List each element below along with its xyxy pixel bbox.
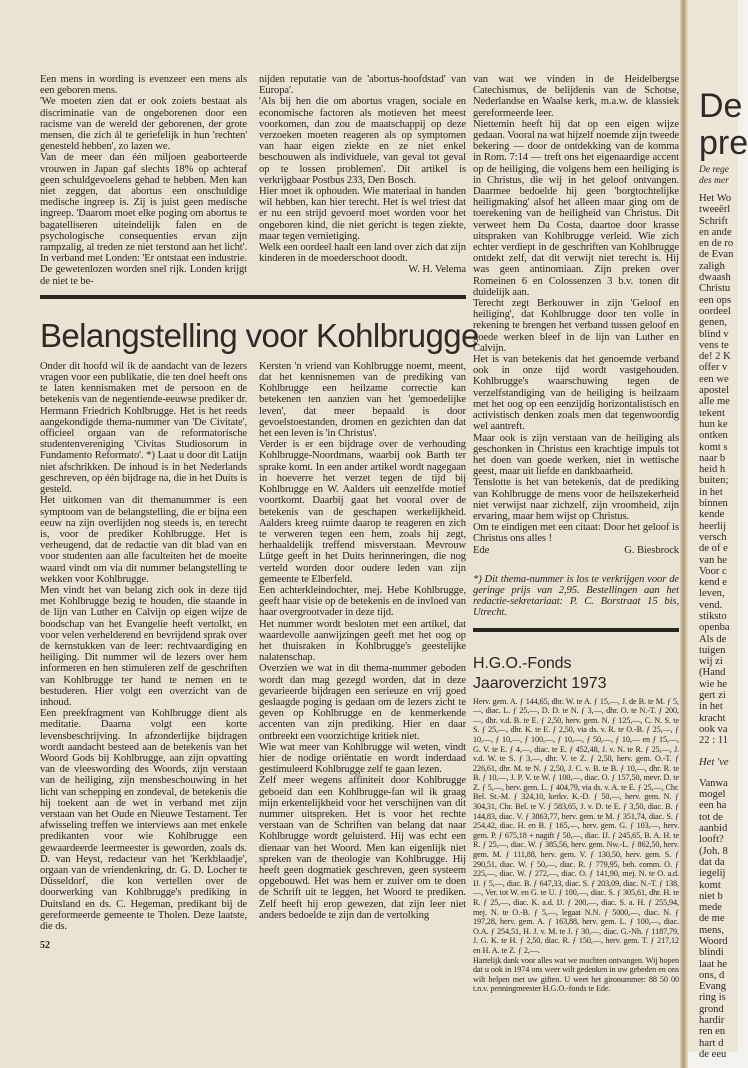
text-line: openba	[699, 622, 730, 634]
right-page-subtitle	[699, 165, 729, 187]
paragraph: Van de meer dan één miljoen geaborteerde vrouwen in Japan gaf slechts 18% op achteraf geen schuldgevoelens gehad te hebben. Men kan niet zeggen, dat abortus een onschuldige medische ingreep is. Zij is juist geen medische ingreep. 'Daarom moet elke poging om abortus te bagatelliseren uiteindelijk falen en de psychologische consequenties ervan zijn rampzalig, al treden ze niet terstond aan het licht'. In verband met Londen: 'Er ontstaat een industrie. De gewetenlozen worden snel rijk. Londen krijgt de niet te be-	[40, 152, 247, 287]
text-line: Het Wo	[699, 193, 732, 204]
text-line: Woord	[699, 936, 728, 947]
text-line: een we	[699, 373, 729, 385]
signature-velema: W. H. Velema	[408, 264, 466, 276]
text-line: zaligh	[699, 260, 725, 272]
right-title-line: pre	[699, 124, 748, 162]
text-line: looft?	[699, 834, 724, 846]
right-subtitle-line: des mer	[699, 176, 729, 186]
text-line: mens,	[699, 924, 725, 936]
text-line: alle me	[699, 396, 730, 408]
article-headline: Belangstelling voor Kohlbrugge	[40, 316, 479, 354]
text-line: heid h	[699, 464, 726, 476]
paragraph: Men vindt het van belang zich ook in deze tijd met Kohlbrugge bezig te houden, die staande in de lijn van Luther en Calvijn op eigen wijze de boodschap van het Evangelie heeft vertolkt, en voor velen verhelderend en bevrijdend sprak over de kernstukken van de leer: rechtvaardiging en heiliging. Dit nummer wil de lezers over hem informeren en hen stimuleren zelf de geschriften van Kohlbrugge ter hand te nemen en te bestuderen. Hier volgt een overzicht van de inhoud.	[40, 584, 247, 708]
text-line: en de ro	[699, 238, 734, 250]
text-line: tuigen	[699, 644, 726, 656]
text-line: versch	[699, 531, 727, 543]
text-line: Christu	[699, 283, 731, 295]
text-line: vend.	[699, 599, 723, 611]
text-line: komt s	[699, 441, 728, 453]
text-line: een ha	[699, 800, 727, 812]
text-line: van he	[699, 554, 727, 566]
text-line: de me	[699, 913, 725, 925]
text-line: kende	[699, 509, 725, 521]
hgo-subtitle: Jaaroverzicht 1973	[473, 674, 607, 692]
text-line: een ops	[699, 294, 732, 306]
article-column-2	[259, 361, 466, 932]
text-line: in het	[699, 486, 723, 498]
paragraph: 'We moeten zien dat er ook zoiets bestaat als discriminatie van de ongeborenen door een racisme van de wereld der geborenen, der grote mensen, die zich ál te geriefelijk in hun 'rechten' genesteld hebben', zo lazen we.	[40, 96, 247, 153]
text-line: apostel	[699, 385, 730, 397]
text-line: mede	[699, 902, 722, 914]
text-line: grond	[699, 1003, 724, 1015]
top-column-2	[259, 74, 466, 287]
text-line: dat da	[699, 856, 725, 868]
text-line: blind v	[699, 328, 729, 340]
right-body-part-2	[699, 778, 733, 1060]
text-line: vens te	[699, 339, 729, 351]
paragraph: Wie wat meer van Kohlbrugge wil weten, vindt hier de nodige oriëntatie en wordt inderdaad gestimuleerd Kohlbrugge zelf te gaan lezen.	[259, 741, 466, 776]
page-gutter	[680, 0, 688, 1068]
text-line: de of e	[699, 543, 728, 555]
text-line: ring is	[699, 992, 726, 1004]
text-line: aanbid	[699, 823, 728, 835]
left-article-area	[40, 74, 479, 952]
text-line: wie he	[699, 678, 727, 690]
article-column-3-text	[473, 74, 679, 545]
top-column-2-text	[259, 74, 466, 264]
text-line: ontken	[699, 430, 728, 442]
right-title-line: De	[699, 87, 743, 125]
text-line: de eeu	[699, 1048, 727, 1060]
page-number: 52	[40, 940, 50, 952]
hgo-donation-list: Herv. gem. A. ƒ 144,65, dhr. W. te A. ƒ 15,—, J. de B. te M. ƒ 5,—, diac. L. ƒ 25,—, D. D. te N. ƒ 3,—, dhr. O. te N.-T. ƒ 200,—, dhr. v.d. B. te E. ƒ 2,50, herv. gem. N. ƒ 125,—, C. N. S. te S. ƒ 25,—, dhr. K. te E. ƒ 2,50, via ds. v. R. te O.-B. ƒ 25,—, ƒ 10,—, ƒ 10,—, ƒ 100,—, ƒ 10,—, ƒ 50,—, ƒ 10,— en ƒ 15,—, G. V. te E. ƒ 4,—, diac. te E. ƒ 452,48, J. v. N. te R. ƒ 25,—, J. v.d. W. te S. ƒ 3,—, dhr. V. te Z. ƒ 2,50, herv. gem. O.-T. ƒ 226,61, dhr. M. te N. ƒ 2,50, J. C. v. B. te B. ƒ 10,—, dhr. R. te B. ƒ 10,—, J. P. V. te W. ƒ 100,—, diac. O. ƒ 157,50, mevr. D. te Z. ƒ 5,—, herv. gem. L. ƒ 404,79, via ds. v. A. te E. ƒ 25,—, Chr. Bel. St.-M. ƒ 324,10, kerkv. K.-D. ƒ 50,—, herv. gem. N. ƒ 304,31, Chr. Bel. te V. ƒ 583,65, J. v. D. te E. ƒ 3,50, diac. B. ƒ 144,83, diac. V. ƒ 3863,77, herv. gem. te M. ƒ 351,74, diac. S. ƒ 254,42, diac. H. en B. ƒ 165,—, herv. gem. G. ƒ 103,—, herv. gem. P. ƒ 675,18 + nagift ƒ 50,—, diac. IJ. ƒ 245,65, B. A. H. te R. ƒ 25,—, diac. W. ƒ 385,56, herv. gem. Nw.-L. ƒ 862,50, herv. gem. M. ƒ 111,88, herv. gem. V. ƒ 130,50, herv. gem. S. ƒ 290,51, diac. W. ƒ 50,—, diac. R. ƒ 779,95, beh. comm. O. ƒ 225,—, diac. W. ƒ 272,—, diac. O. ƒ 141,90, mej. N. te O. a.d. IJ. ƒ 5,—, diac. B. ƒ 647,33, diac. S. ƒ 203,09, diac. N.-T. ƒ 138,—, Ver. tot W. en G. te U. ƒ 100,—, diac. S. ƒ 305,61, dhr. H. te R. ƒ 25,—, diac. K. a.d. IJ. ƒ 200,—, diac. S. a. H. ƒ 255,94, mej. N. te O.-B. ƒ 5,—, legaat N.N. ƒ 5000,—, diac. N. ƒ 197,28, herv. gem. A. ƒ 163,88, herv. gem. L. ƒ 100,—, diac. O.A. ƒ 254,51, H. J. v. M. te J. ƒ 30,—, diac. G.-Nh. ƒ 1187,79, J. G. K. te H. ƒ 2,50, diac. R. ƒ 150,—, herv. gem. T. ƒ 217,12 en H. A. te Z. ƒ 2,—.	[473, 696, 679, 955]
hgo-thanks: Hartelijk dank voor alles wat we mochten ontvangen. Wij hopen dat u ook in 1974 ons weer wilt gedenken in uw gebeden en ons wilt helpen met uw giften. U weet het gironummer: 88 50 00 t.n.v. penningmeester H.G.O.-fonds te Ede.	[473, 955, 679, 994]
text-line: en ande	[699, 226, 732, 238]
paragraph: Verder is er een bijdrage over de verhouding Kohlbrugge-Noordmans, waarbij ook Barth ter sprake komt. In een ander artikel wordt nagegaan in hoeverre het verzet tegen de tijd bij Kohlbrugge en W. Aalders uit eenzelfde motief voortkomt. Daarbij gaat het vooral over de betekenis van de geschapen werkelijkheid. Aalders kreeg ruimte daarop te reageren en zich te verweren tegen een hem, zoals hij zegt, herhaaldelijk treffend misverstaan. Mevrouw Lütge geeft in het Duits herinneringen, die nog verteld worden door oudere leden van zijn gemeente te Elberfeld.	[259, 439, 466, 585]
signature-row	[473, 545, 679, 556]
text-line: ons, d	[699, 969, 725, 981]
right-page-fragment	[688, 0, 748, 1060]
text-line: hart d	[699, 1037, 724, 1049]
text-line: niet b	[699, 890, 723, 902]
text-line: Voor c	[699, 565, 727, 577]
text-line: iegelij	[699, 868, 726, 880]
text-line: heerlij	[699, 520, 727, 532]
top-column-1	[40, 74, 247, 287]
text-line: dwaash	[699, 272, 731, 284]
text-line: tot de	[699, 811, 723, 823]
paragraph: Een preekfragment van Kohlbrugge dient als meditatie. Daarna volgt een korte levensbeschrijving. In afzonderlijke bijdragen wordt aandacht besteed aan de betekenis van het Woord Gods bij Kohlbrugge, aan zijn opvatting van de vleeswording des Woords, zijn verstaan van de heiliging, zijn mensbeschouwing in het licht van schepping en zondeval, de betekenis die hij toekent aan de wet in verband met zijn verstaan van het Oude en Nieuwe Testament. Ter afwisseling treffen we interviews aan met enkele predikanten voor wie Kohlbrugge een gewaardeerde leermeester is geworden, zoals ds. D. van Heyst, redacteur van het 'Kerkblaadje', orgaan van de vriendenkring, dr. G. D. Locher te Düsseldorf, die kon vertellen over de doorwerking van Kohlbrugge's prediking in Duitsland en ds. C. Hegeman, predikant bij de gereformeerde gemeente te Tholen. Deze laatste, die ds.	[40, 708, 247, 933]
text-line: Evang	[699, 981, 727, 993]
text-line: buiten;	[699, 475, 729, 487]
text-line: in het	[699, 701, 723, 713]
paragraph: Welk een oordeel haalt een land over zich dat zijn kinderen in de moederschoot doodt.	[259, 242, 466, 265]
text-line: laat he	[699, 958, 727, 970]
text-line: (Joh. 8	[699, 845, 728, 857]
text-line: de Evan	[699, 249, 734, 261]
text-line: wij zi	[699, 656, 723, 668]
paragraph: Kersten 'n vriend van Kohlbrugge noemt, meent, dat het kennisnemen van de prediking van Kohlbrugge een heilzame correctie kan betekenen ten aanzien van het 'gemoedelijke leven', dat meer bepaald is door gevoelstoestanden, dromen en gezichten dan dat het een leven is 'in Christus'.	[259, 360, 466, 440]
text-line: mogel	[699, 789, 726, 801]
text-line: tweeërl	[699, 204, 731, 216]
text-line: stiksto	[699, 610, 727, 622]
text-line: binnen	[699, 498, 728, 510]
paragraph: Een mens in wording is evenzeer een mens als een geboren mens.	[40, 74, 247, 97]
text-line: blindi	[699, 947, 724, 959]
text-line: genen,	[699, 317, 727, 329]
top-columns	[40, 74, 466, 287]
paragraph: Niettemin heeft hij dat op een eigen wijze gedaan. Vooral na wat hijzelf noemde zijn tweede bekering — door de ontdekking van de komma in Rom. 7:14 — treft ons het eigenaardige accent op de heiliging, die volgens hem een heiliging is in Christus, die wij in het geloof ontvangen. Daarmee bedoelde hij geen 'borgtochtelijke heiligmaking' alsof het alleen maar ging om de toerekening van de heiligheid van Christus. Dit verweet hem Da Costa, daartoe door krasse uitspraken van Kohlbrugge verleid. Wie zich echter verdiept in de geschriften van Kohlbrugge ontdekt zelf, dat dit verwijt niet terecht is. Hij was geen antinomiaan. Zijn preken over Romeinen 6 en Colossenzen 3 b.v. tonen dit duidelijk aan.	[473, 118, 680, 298]
paragraph: Overzien we wat in dit thema-nummer geboden wordt dan mag gezegd worden, dat in deze gevarieerde bijdragen een serieuze en vrij goed geslaagde poging is gedaan om de lezers zicht te geven op Kohlbrugge en de kenmerkende accenten van zijn prediking. Hier en daar ontbreekt een voorzichtige kritiek niet.	[259, 663, 466, 742]
signature-place: Ede	[473, 544, 490, 556]
text-line: de! 2 K	[699, 351, 731, 363]
paragraph: Om te eindigen met een citaat: Door het geloof is Christus ons alles !	[473, 522, 679, 545]
right-page-body	[699, 193, 733, 1060]
right-subtitle-line: De rege	[699, 165, 729, 175]
paragraph: Het uitkomen van dit themanummer is een symptoom van de belangstelling, die er bijna een eeuw na zijn overlijden nog steeds is, en terecht is, voor de prediker Kohlbrugge. Het is verheugend, dat de redactie van dit blad van en voor studenten aan alle faculteiten het de moeite waard vindt om via dit nummer belangstelling te wekken voor Kohlbrugge.	[40, 495, 247, 585]
section-divider	[40, 295, 466, 299]
signature-biesbrock: G. Biesbrock	[624, 544, 679, 556]
footnote: *) Dit thema-nummer is los te verkrijgen voor de geringe prijs van 2,95. Bestellingen aan het redactie-sekretariaat: P. C. Borstraat 15 bis, Utrecht.	[473, 573, 679, 619]
paragraph: Terecht zegt Berkouwer in zijn 'Geloof en heiliging', dat Kohlbrugge door ten volle in rekening te brengen het verband tussen geloof en goede werken bleef in de lijn van Luther en Calvijn.	[473, 298, 679, 354]
text-line: ook va	[699, 723, 728, 735]
paragraph: Tenslotte is het van betekenis, dat de prediking van Kohlbrugge de mens voor de heilszekerheid niet verwijst naar zichzelf, zijn vroomheid, zijn ervaring, maar hem wijst op Christus.	[473, 477, 679, 522]
text-line: komt	[699, 879, 721, 891]
paragraph: Onder dit hoofd wil ik de aandacht van de lezers vragen voor een publikatie, die ten doel heeft ons te laten kennismaken met de persoon en de betekenis van de negentiende-eeuwse prediker dr. Hermann Friedrich Kohlbrugge. Het is het reeds aangekondigde thema-nummer van 'De Civitate', officieel orgaan van de reformatorische studentenvereniging 'Civitas Studiosorum in Fundamento Reformato'. *) Laat u door dit Latijn niet afschrikken. De inhoud is in het Nederlands geschreven, op één bijdrage na, die in het Duits is gesteld.	[40, 360, 247, 496]
right-page-title	[699, 88, 748, 162]
text-line: Schrift	[699, 215, 728, 227]
text-line: Vanwa	[699, 777, 728, 789]
text-line: hardir	[699, 1015, 725, 1027]
paragraph: Maar ook is zijn verstaan van de heiliging als geschonken in Christus een krachtige impuls tot het doen van goede werken, niet in wettische geest, maar uit liefde en dankbaarheid.	[473, 432, 679, 478]
paragraph: van wat we vinden in de Heidelbergse Catechismus, de belijdenis van de Schotse, Nederlandse en Waalse kerk, m.a.w. de klassiek gereformeerde leer.	[473, 74, 679, 119]
text-line: (Hand	[699, 667, 726, 679]
paragraph: Het nummer wordt besloten met een artikel, dat waardevolle aanwijzingen geeft met het oog op het thuisraken in Kohlbrugge's geestelijke nalatenschap.	[259, 618, 466, 664]
paragraph: Het is van betekenis dat het genoemde verband ook in onze tijd wordt vastgehouden. Kohlbrugge's waarschuwing tegen de verzelfstandiging van de heiliging is heilzaam met het oog op een eenzijdig horizontalistisch en activistisch denken zoals men dat tegenwoordig wel aantreft.	[473, 354, 679, 433]
text-line: Als de	[699, 633, 727, 645]
article-column-1	[40, 361, 247, 932]
text-line: offer v	[699, 362, 728, 374]
paragraph: Zelf meer wegens affiniteit door Kohlbrugge geboeid dan een Kohlbrugge-fan wil ik graag mijn erkentelijkheid voor het verschijnen van dit nummer uitspreken. Het is voor het rechte verstaan van de Schriften van belang dat naar Kohlbrugge wordt geluisterd. Hij was echt een dienaar van het Woord. Men kan eigenlijk niet spreken van de theologie van Kohlbrugge. Hij heeft geen dogmatiek geschreven, geen systeem opgebouwd. Het was hem er zuiver om te doen de Schrift uit te leggen, het Woord te prediken. Zelf heeft hij erop gewezen, dat zijn leer niet anders bedoelde te zijn dan de vertolking	[259, 775, 466, 921]
text-line: leven,	[699, 588, 725, 600]
right-body-part-1	[699, 193, 733, 747]
text-line: naar b	[699, 452, 726, 464]
section-divider-2	[473, 628, 679, 632]
text-line: kracht	[699, 712, 726, 724]
text-line: gert zi	[699, 690, 726, 702]
paragraph: 'Als bij hen die om abortus vragen, sociale en economische factoren als motieven het meest voorkomen, dan zou de maatschappij op deze verzoeken moeten reageren als op symptomen van haar eigen ziekte en ze niet enkel beschouwen als individuele, van geval tot geval op te lossen problemen'. Dit artikel is verkrijgbaar Postbus 233, Den Bosch.	[259, 96, 466, 186]
article-columns	[40, 361, 466, 932]
paragraph: nijden reputatie van de 'abortus-hoofdstad' van Europa'.	[259, 74, 466, 97]
right-italic-line: Het 've	[699, 756, 729, 768]
paragraph: Een achterkleindochter, mej. Hebe Kohlbrugge, geeft haar visie op de betekenis en de invloed van haar overgrootvader in deze tijd.	[259, 584, 466, 619]
text-line: tekent	[699, 407, 725, 419]
article-column-3	[473, 74, 679, 994]
text-line: 22 : 11	[699, 735, 729, 747]
paragraph: Hier moet ik ophouden. Wie materiaal in handen wil hebben, kan hier terecht. Het is wel triest dat er nu een strijd gevoerd moet worden voor het ongeboren kind, die niet gericht is tegen ziekte, maar tegen vernietiging.	[259, 186, 466, 242]
hgo-title: H.G.O.-Fonds	[473, 654, 572, 672]
text-line: kend e	[699, 577, 727, 589]
text-line: ren en	[699, 1026, 726, 1038]
text-line: hun ke	[699, 418, 728, 430]
text-line: oordeel	[699, 305, 731, 317]
